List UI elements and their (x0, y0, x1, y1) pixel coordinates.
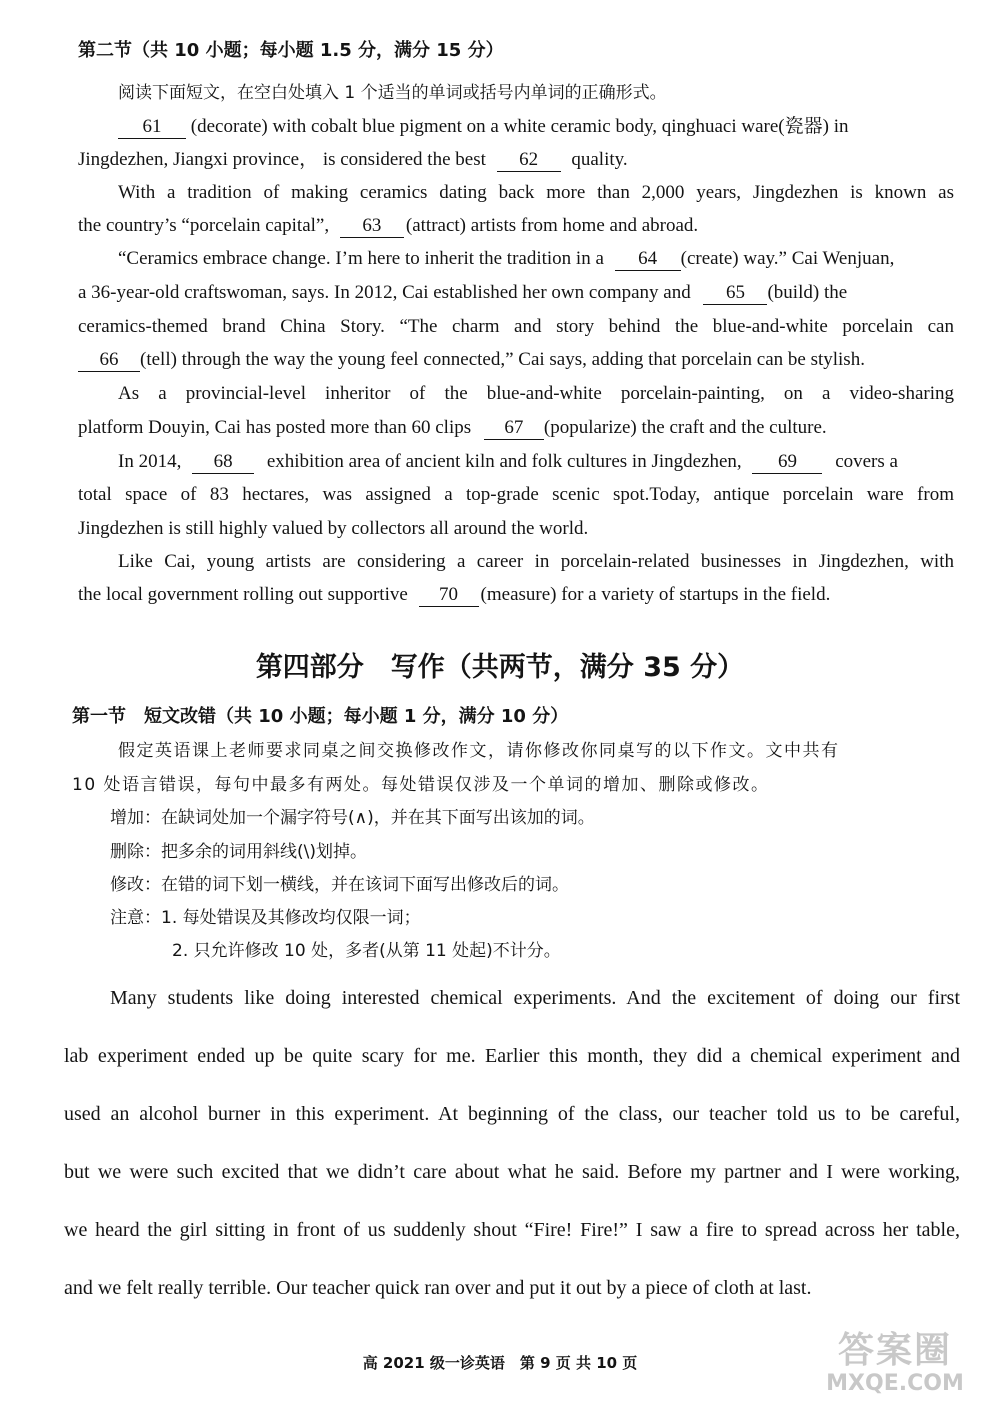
paragraph-6-line-1: Like Cai, young artists are considering a career in porcelain-related businesses in Jingdezhen, with (118, 551, 954, 572)
blank-66[interactable]: 66 (78, 349, 140, 372)
part-title: 第四部分 写作（共两节，满分 35 分） (255, 652, 745, 683)
note-2: 2. 只允许修改 10 处，多者(从第 11 处起)不计分。 (172, 941, 561, 961)
passage-line-2: lab experiment ended up be quite scary for me. Earlier this month, they did a chemical experiment and (64, 1045, 960, 1067)
note-1: 注意：1. 每处错误及其修改均仅限一词； (110, 908, 421, 928)
passage-line-4: but we were such excited that we didn’t care about what he said. Before my partner and I were working, (64, 1161, 960, 1183)
paragraph-3-line-3: ceramics-themed brand China Story. “The charm and story behind the blue-and-white porcelain can (78, 316, 954, 337)
blank-68[interactable]: 68 (192, 451, 254, 474)
passage-line-1: Many students like doing interested chemical experiments. And the excitement of doing our first (110, 987, 960, 1009)
instruction-line-2: 10 处语言错误，每句中最多有两处。每处错误仅涉及一个单词的增加、删除或修改。 (72, 775, 770, 795)
blank-65[interactable]: 65 (703, 282, 767, 305)
paragraph-5-line-1: In 2014, 68 exhibition area of ancient kiln and folk cultures in Jingdezhen, 69 covers a (118, 451, 898, 472)
paragraph-1-line-1: 61 (decorate) with cobalt blue pigment on a white ceramic body, qinghuaci ware(瓷器) in (118, 114, 952, 140)
instruction-line-1: 假定英语课上老师要求同桌之间交换修改作文，请你修改你同桌写的以下作文。文中共有 (118, 741, 840, 761)
paragraph-5-line-2: total space of 83 hectares, was assigned a top-grade scenic spot.Today, antique porcelain ware from (78, 484, 954, 505)
passage-line-5: we heard the girl sitting in front of us suddenly shout “Fire! Fire!” I saw a fire to spread across her table, (64, 1219, 960, 1241)
rule-modify: 修改：在错的词下划一横线，并在该词下面写出修改后的词。 (110, 875, 569, 895)
blank-63[interactable]: 63 (340, 215, 404, 238)
paragraph-3-line-1: “Ceramics embrace change. I’m here to inherit the tradition in a 64 (create) way.” Cai Wenjuan, (118, 248, 895, 269)
paragraph-6-line-2: the local government rolling out supportive 70 (measure) for a variety of startups in the field. (78, 584, 831, 605)
blank-61[interactable]: 61 (118, 116, 186, 139)
section-1-title: 第一节 短文改错（共 10 小题；每小题 1 分，满分 10 分） (72, 706, 569, 727)
blank-67[interactable]: 67 (484, 417, 544, 440)
blank-70[interactable]: 70 (419, 584, 479, 607)
paragraph-2-line-1: With a tradition of making ceramics dating back more than 2,000 years, Jingdezhen is known as (118, 182, 954, 203)
paragraph-2-line-2: the country’s “porcelain capital”, 63 (attract) artists from home and abroad. (78, 215, 699, 236)
watermark-logo: 答案圈 (837, 1330, 952, 1371)
paragraph-3-line-2: a 36-year-old craftswoman, says. In 2012, Cai established her own company and 65 (build) the (78, 282, 848, 303)
rule-delete: 删除：把多余的词用斜线(\)划掉。 (110, 842, 367, 862)
section-instruction: 阅读下面短文，在空白处填入 1 个适当的单词或括号内单词的正确形式。 (118, 83, 667, 103)
page-footer: 高 2021 级一诊英语 第 9 页 共 10 页 (362, 1354, 638, 1372)
rule-add: 增加：在缺词处加一个漏字符号(∧)，并在其下面写出该加的词。 (110, 808, 595, 828)
paragraph-5-line-3: Jingdezhen is still highly valued by collectors all around the world. (78, 518, 589, 539)
passage-line-6: and we felt really terrible. Our teacher quick ran over and put it out by a piece of cloth at last. (64, 1277, 812, 1299)
blank-64[interactable]: 64 (615, 248, 681, 271)
blank-69[interactable]: 69 (752, 451, 822, 474)
paragraph-4-line-2: platform Douyin, Cai has posted more than 60 clips 67 (popularize) the craft and the culture. (78, 417, 827, 438)
blank-62[interactable]: 62 (497, 149, 561, 172)
watermark (800, 1330, 990, 1400)
watermark-url: MXQE.COM (826, 1371, 964, 1396)
paragraph-4-line-1: As a provincial-level inheritor of the blue-and-white porcelain-painting, on a video-sharing (118, 383, 954, 404)
paragraph-1-line-2: Jingdezhen, Jiangxi province， is considered the best 62 quality. (78, 149, 628, 170)
passage-line-3: used an alcohol burner in this experiment. At beginning of the class, our teacher told us to be careful, (64, 1103, 960, 1125)
section-title: 第二节（共 10 小题；每小题 1.5 分，满分 15 分） (78, 40, 504, 61)
paragraph-3-line-4: 66 (tell) through the way the young feel connected,” Cai says, adding that porcelain can be stylish. (78, 347, 1000, 373)
